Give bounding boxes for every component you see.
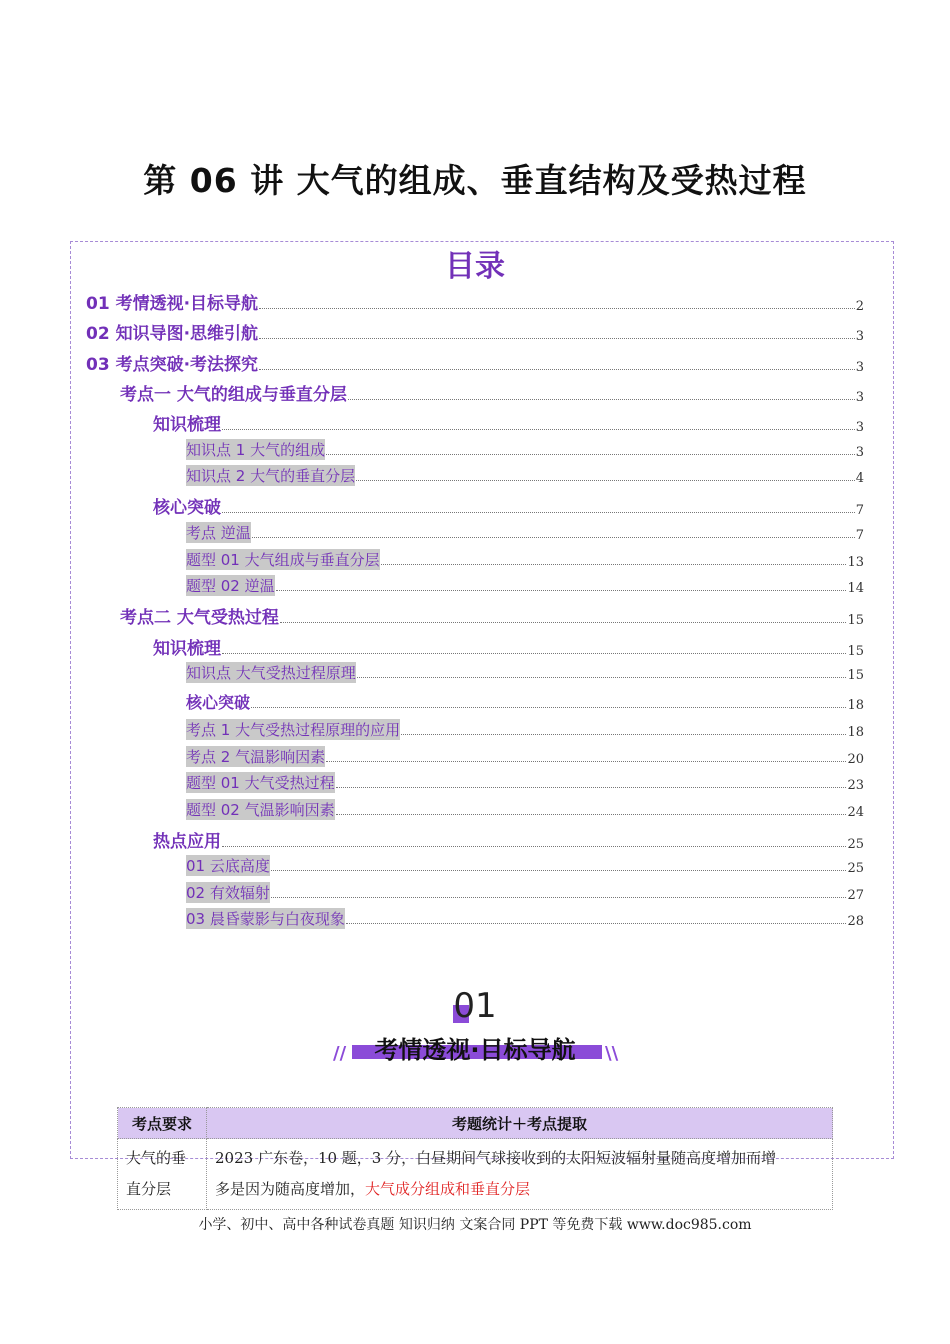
- toc-entry-page: 2: [855, 299, 864, 314]
- section-title: 考情透视·目标导航: [374, 1036, 576, 1064]
- toc-entry-label: 考点 1 大气受热过程原理的应用: [186, 721, 401, 739]
- toc-entry[interactable]: [186, 690, 864, 713]
- toc-entry[interactable]: [86, 289, 864, 314]
- toc-entry[interactable]: [186, 855, 864, 876]
- toc-entry-label: 知识梳理: [153, 639, 221, 659]
- toc-entry[interactable]: [186, 439, 864, 460]
- toc-entry-label: 01 考情透视·目标导航: [86, 294, 259, 314]
- table-header-cell: 考点要求: [118, 1108, 207, 1139]
- toc-entry-label: 题型 02 气温影响因素: [186, 801, 335, 819]
- toc-entry[interactable]: [186, 746, 864, 767]
- toc-entry[interactable]: [86, 350, 864, 375]
- exam-requirements-table: [117, 1107, 833, 1210]
- toc-entry-page: 3: [855, 420, 864, 435]
- toc-heading: 目录: [445, 249, 505, 284]
- toc-entry[interactable]: [186, 908, 864, 929]
- toc-entry[interactable]: [186, 772, 864, 793]
- table-header-cell: 考题统计＋考点提取: [207, 1108, 833, 1139]
- toc-entry-page: 4: [855, 471, 864, 486]
- toc-entry-page: 25: [847, 861, 864, 876]
- page-footer: 小学、初中、高中各种试卷真题 知识归纳 文案合同 PPT 等免费下载 www.doc985.com: [198, 1217, 752, 1233]
- toc-entry-label: 考点二 大气受热过程: [120, 608, 279, 628]
- toc-entry-label: 知识点 大气受热过程原理: [186, 664, 356, 682]
- toc-entry-page: 25: [847, 837, 864, 852]
- toc-entry-label: 核心突破: [153, 498, 221, 518]
- section-slash-right: \\: [605, 1043, 619, 1064]
- detail-line-2-text: 多是因为随高度增加，: [215, 1180, 366, 1198]
- detail-line-1: 2023 广东卷，10 题，3 分，白昼期间气球接收到的太阳短波辐射量随高度增加而增: [215, 1149, 777, 1167]
- toc-entry[interactable]: [153, 634, 864, 659]
- toc-entry-label: 01 云底高度: [186, 857, 270, 875]
- toc-entry-label: 知识点 2 大气的垂直分层: [186, 467, 356, 485]
- table-row: [118, 1139, 833, 1210]
- toc-entry-label: 02 有效辐射: [186, 884, 270, 902]
- section-slash-left: //: [333, 1043, 347, 1064]
- table-cell-topic: 大气的垂直分层: [118, 1139, 207, 1210]
- table-cell-detail: [207, 1139, 833, 1210]
- toc-entry-label: 02 知识导图·思维引航: [86, 324, 259, 344]
- document-title: 第 06 讲 大气的组成、垂直结构及受热过程: [143, 161, 807, 200]
- toc-entry[interactable]: [86, 319, 864, 344]
- toc-entry-page: 3: [855, 360, 864, 375]
- toc-entry[interactable]: [186, 522, 864, 543]
- toc-entry[interactable]: [153, 827, 864, 852]
- toc-entry-page: 13: [847, 555, 864, 570]
- toc-entry-page: 27: [847, 888, 864, 903]
- toc-entry-page: 24: [847, 805, 864, 820]
- toc-entry-label: 03 晨昏蒙影与白夜现象: [186, 910, 345, 928]
- toc-entry-label: 题型 01 大气受热过程: [186, 774, 335, 792]
- toc-entry-label: 03 考点突破·考法探究: [86, 355, 259, 375]
- toc-entry-page: 7: [855, 503, 864, 518]
- toc-entry-page: 23: [847, 778, 864, 793]
- toc-entry-page: 18: [847, 725, 864, 740]
- toc-entry-label: 热点应用: [153, 832, 221, 852]
- toc-entry-page: 14: [847, 581, 864, 596]
- toc-entry-label: 知识梳理: [153, 415, 221, 435]
- section-number: 01: [453, 986, 497, 1026]
- detail-line-2: [215, 1174, 824, 1205]
- toc-entry-page: 18: [847, 698, 864, 713]
- toc-entry[interactable]: [186, 549, 864, 570]
- detail-line-2-highlight: 大气成分组成和垂直分层: [365, 1180, 531, 1198]
- toc-entry-page: 7: [855, 528, 864, 543]
- toc-entry-page: 3: [855, 329, 864, 344]
- toc-entry-page: 15: [847, 613, 864, 628]
- toc-entry[interactable]: [120, 380, 864, 405]
- toc-entry-label: 考点一 大气的组成与垂直分层: [120, 385, 347, 405]
- toc-entry-page: 3: [855, 445, 864, 460]
- toc-entry-label: 题型 02 逆温: [186, 577, 275, 595]
- toc-entry-page: 28: [847, 914, 864, 929]
- toc-entry[interactable]: [153, 493, 864, 518]
- table-header-row: [118, 1108, 833, 1139]
- toc-entry-label: 考点 2 气温影响因素: [186, 748, 326, 766]
- toc-entry[interactable]: [186, 465, 864, 486]
- toc-entry[interactable]: [153, 410, 864, 435]
- toc-entry-page: 20: [847, 752, 864, 767]
- toc-entry[interactable]: [186, 799, 864, 820]
- toc-entry[interactable]: [120, 603, 864, 628]
- toc-entry-page: 3: [855, 390, 864, 405]
- toc-entry-label: 知识点 1 大气的组成: [186, 441, 326, 459]
- toc-entry-page: 15: [847, 644, 864, 659]
- toc-entry-label: 核心突破: [186, 693, 251, 712]
- toc-entry[interactable]: [186, 575, 864, 596]
- toc-entry-page: 15: [847, 668, 864, 683]
- toc-entry-label: 题型 01 大气组成与垂直分层: [186, 551, 380, 569]
- toc-entry[interactable]: [186, 719, 864, 740]
- toc-entry-label: 考点 逆温: [186, 524, 251, 542]
- toc-entry[interactable]: [186, 662, 864, 683]
- toc-entry[interactable]: [186, 882, 864, 903]
